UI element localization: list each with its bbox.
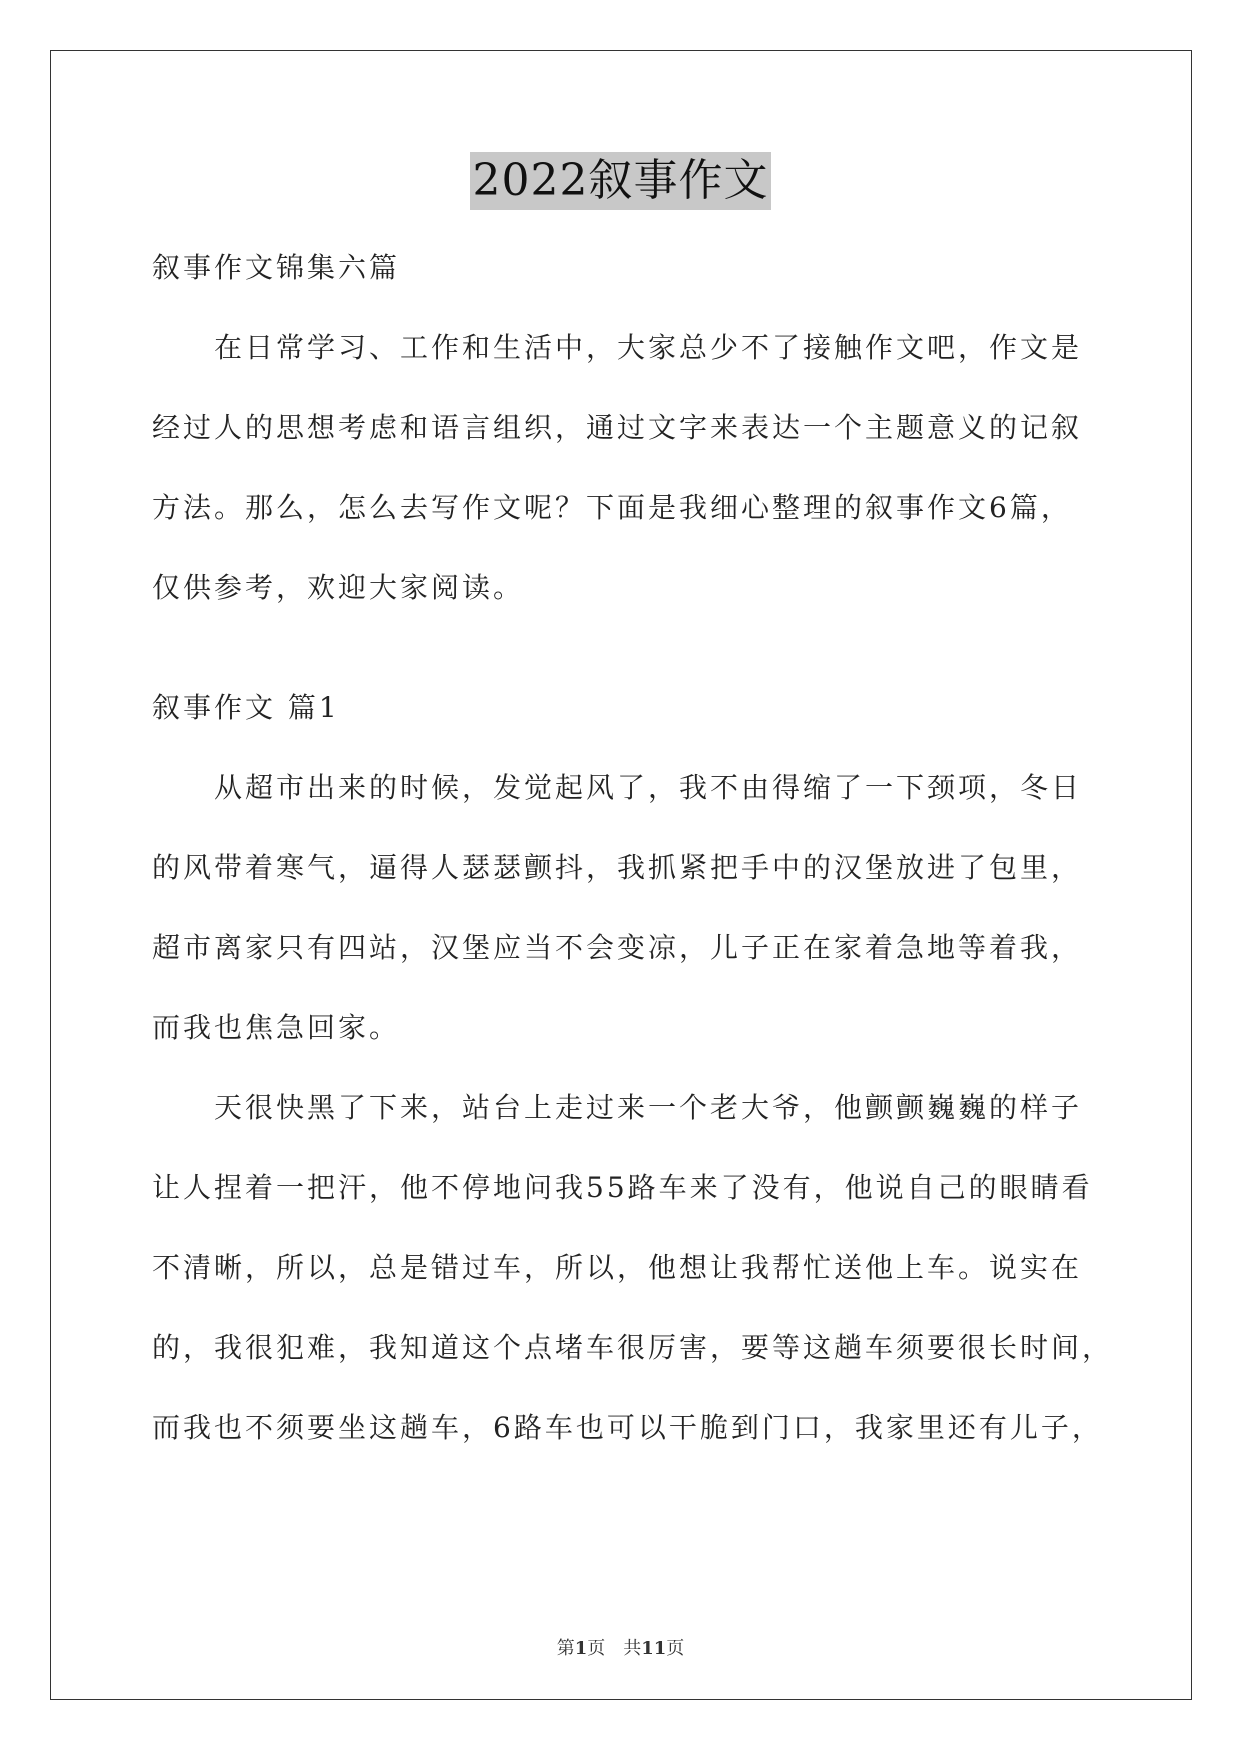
current-page-number: 1 <box>574 1638 588 1659</box>
intro-line: 仅供参考，欢迎大家阅读。 <box>152 571 525 604</box>
document-body <box>152 248 1114 1488</box>
paragraph-line: 从超市出来的时候，发觉起风了，我不由得缩了一下颈项，冬日 <box>214 771 1083 804</box>
page-footer <box>0 1634 1241 1660</box>
intro-line: 在日常学习、工作和生活中，大家总少不了接触作文吧，作文是 <box>214 331 1083 364</box>
section-heading: 叙事作文 篇1 <box>152 691 340 724</box>
footer-mid: 页 共 <box>587 1638 642 1659</box>
document-subtitle: 叙事作文锦集六篇 <box>152 251 401 284</box>
paragraph-line: 天很快黑了下来，站台上走过来一个老大爷，他颤颤巍巍的样子 <box>214 1091 1083 1124</box>
paragraph-line: 超市离家只有四站，汉堡应当不会变凉，儿子正在家着急地等着我， <box>152 931 1083 964</box>
paragraph-line: 的，我很犯难，我知道这个点堵车很厉害，要等这趟车须要很长时间， <box>152 1331 1114 1364</box>
intro-line: 方法。那么，怎么去写作文呢？下面是我细心整理的叙事作文6篇， <box>152 491 1072 524</box>
total-page-number: 11 <box>641 1638 667 1659</box>
paragraph-line: 而我也焦急回家。 <box>152 1011 401 1044</box>
paragraph-line: 的风带着寒气，逼得人瑟瑟颤抖，我抓紧把手中的汉堡放进了包里， <box>152 851 1083 884</box>
paragraph-line: 不清晰，所以，总是错过车，所以，他想让我帮忙送他上车。说实在 <box>152 1251 1083 1284</box>
paragraph-line: 而我也不须要坐这趟车，6路车也可以干脆到门口，我家里还有儿子， <box>152 1411 1103 1444</box>
paragraph-line: 让人捏着一把汗，他不停地问我55路车来了没有，他说自己的眼睛看 <box>152 1171 1093 1204</box>
title-container <box>0 152 1241 210</box>
footer-prefix: 第 <box>556 1638 575 1659</box>
section-gap <box>152 648 1102 688</box>
footer-suffix: 页 <box>666 1638 685 1659</box>
intro-line: 经过人的思想考虑和语言组织，通过文字来表达一个主题意义的记叙 <box>152 411 1083 444</box>
document-title: 2022叙事作文 <box>470 152 772 210</box>
